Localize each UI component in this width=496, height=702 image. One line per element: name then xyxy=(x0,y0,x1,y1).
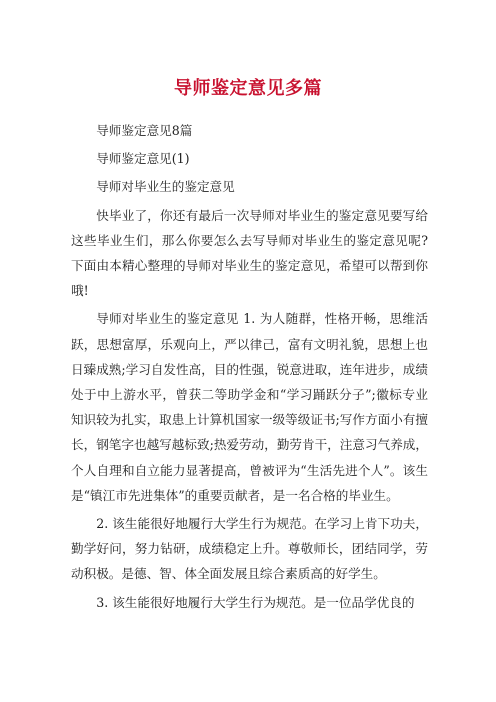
paragraph-section-heading: 导师鉴定意见(1) xyxy=(96,151,190,167)
paragraph-subtitle: 导师鉴定意见8篇 xyxy=(96,123,193,138)
document-body xyxy=(71,118,428,618)
paragraph-comment-2: 2. 该生能很好地履行大学生行为规范。在学习上肯下功夫，勤学好问，努力钻研，成绩稳定上升。尊敬师长，团结同学，劳动积极。是德、智、体全面发展且综合素质高的好学生。 xyxy=(71,516,428,582)
paragraph-comment-1: 导师对毕业生的鉴定意见 1. 为人随群，性格开畅，思维活跃，思想富厚，乐观向上，严以律己，富有文明礼貌，思想上也日臻成熟;学习自发性高，目的性强，锐意进取，连年进步，成绩处于中上游水平，曾获二等助学金和“学习踊跃分子”;徽标专业知识较为扎实，取患上计算机国家一级等级证书;写作方面小有擅长，钢笔字也越写越标致;热爱劳动，勤劳肯干，注意习气养成，个人自理和自立能力显著提高，曾被评为“生活先进个人”。该生是“镇江市先进集体”的重要贡献者，是一名合格的毕业生。 xyxy=(71,311,428,503)
paragraph-intro: 快毕业了，你还有最后一次导师对毕业生的鉴定意见要写给这些毕业生们，那么你要怎么去写导师对毕业生的鉴定意见呢?下面由本精心整理的导师对毕业生的鉴定意见，希望可以帮到你哦! xyxy=(71,207,428,299)
paragraph-comment-3: 3. 该生能很好地履行大学生行为规范。是一位品学优良的 xyxy=(96,594,415,610)
paragraph-topic-heading: 导师对毕业生的鉴定意见 xyxy=(96,179,235,195)
document-title: 导师鉴定意见多篇 xyxy=(174,78,322,99)
